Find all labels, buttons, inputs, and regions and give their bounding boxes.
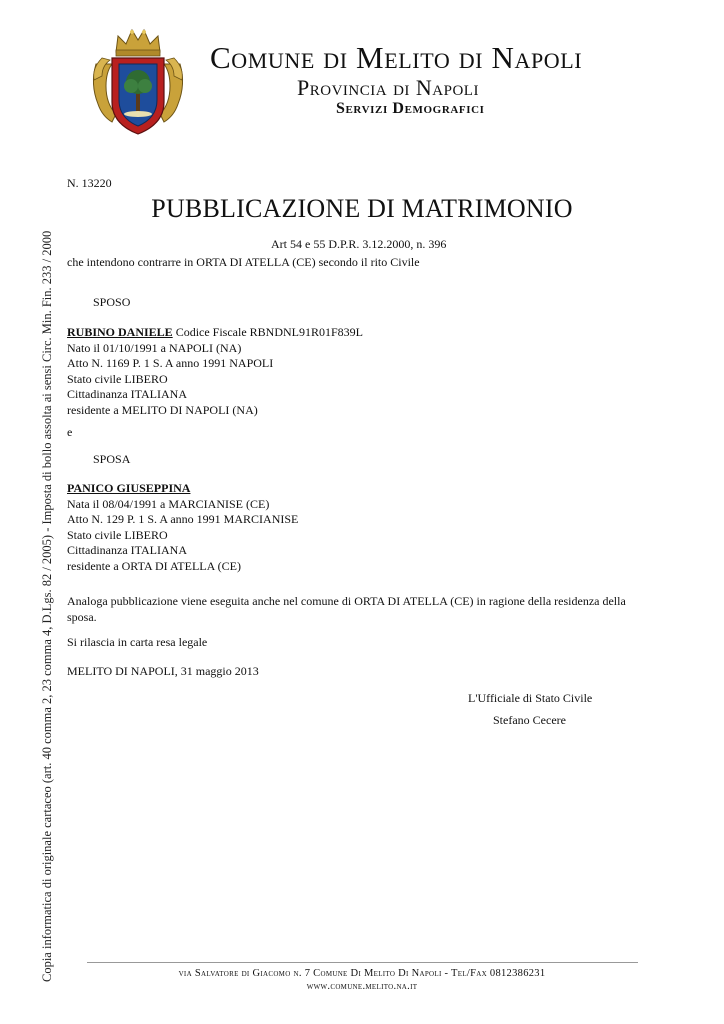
publication-note: Analoga pubblicazione viene eseguita anche nel comune di ORTA DI ATELLA (CE) in ragione della residenza della sposa. xyxy=(67,594,626,624)
official-title: L'Ufficiale di Stato Civile xyxy=(468,691,593,705)
groom-civil-status: Stato civile LIBERO xyxy=(67,371,168,386)
bride-details xyxy=(67,481,298,574)
coat-of-arms-logo xyxy=(88,24,188,138)
groom-details xyxy=(67,325,363,418)
department-name: Servizi Demografici xyxy=(336,100,485,117)
bride-name: PANICO GIUSEPPINA xyxy=(67,481,191,495)
groom-fiscal-code: Codice Fiscale RBNDNL91R01F839L xyxy=(175,325,364,339)
groom-name: RUBINO DANIELE xyxy=(67,325,173,339)
bride-birth: Nata il 08/04/1991 a MARCIANISE (CE) xyxy=(67,496,270,511)
groom-name-line xyxy=(67,325,363,341)
groom-act: Atto N. 1169 P. 1 S. A anno 1991 NAPOLI xyxy=(67,356,274,370)
document-title: PUBBLICAZIONE DI MATRIMONIO xyxy=(151,194,573,223)
bride-residence: residente a ORTA DI ATELLA (CE) xyxy=(67,558,241,573)
bride-label: SPOSA xyxy=(93,452,131,466)
groom-label: SPOSO xyxy=(93,295,131,309)
footer-divider xyxy=(87,962,638,963)
law-reference: Art 54 e 55 D.P.R. 3.12.2000, n. 396 xyxy=(271,237,447,251)
bride-act: Atto N. 129 P. 1 S. A anno 1991 MARCIANISE xyxy=(67,512,299,526)
bride-citizenship: Cittadinanza ITALIANA xyxy=(67,543,187,557)
issuance-note: Si rilascia in carta resa legale xyxy=(67,635,208,649)
footer-address: via Salvatore di Giacomo n. 7 Comune Di Melito Di Napoli - Tel/Fax 0812386231 xyxy=(178,968,546,979)
side-legal-note: Copia informatica di originale cartaceo (art. 40 comma 2, 23 comma 4, D.Lgs. 82 / 2005) - Imposta di bollo assolta ai sensi Circ. Min. Fin. 233 / 2000 xyxy=(40,230,54,982)
place-and-date: MELITO DI NAPOLI, 31 maggio 2013 xyxy=(67,664,259,678)
conjunction: e xyxy=(67,425,73,439)
protocol-number: N. 13220 xyxy=(67,176,112,190)
groom-citizenship: Cittadinanza ITALIANA xyxy=(67,387,187,401)
groom-residence: residente a MELITO DI NAPOLI (NA) xyxy=(67,402,258,417)
intro-text: che intendono contrarre in ORTA DI ATELLA (CE) secondo il rito Civile xyxy=(67,255,420,269)
province-name: Provincia di Napoli xyxy=(297,75,479,100)
groom-birth: Nato il 01/10/1991 a NAPOLI (NA) xyxy=(67,340,242,355)
official-name: Stefano Cecere xyxy=(493,713,566,727)
bride-civil-status: Stato civile LIBERO xyxy=(67,527,168,542)
footer-website[interactable]: www.comune.melito.na.it xyxy=(306,981,418,992)
municipality-name: Comune di Melito di Napoli xyxy=(210,40,583,75)
